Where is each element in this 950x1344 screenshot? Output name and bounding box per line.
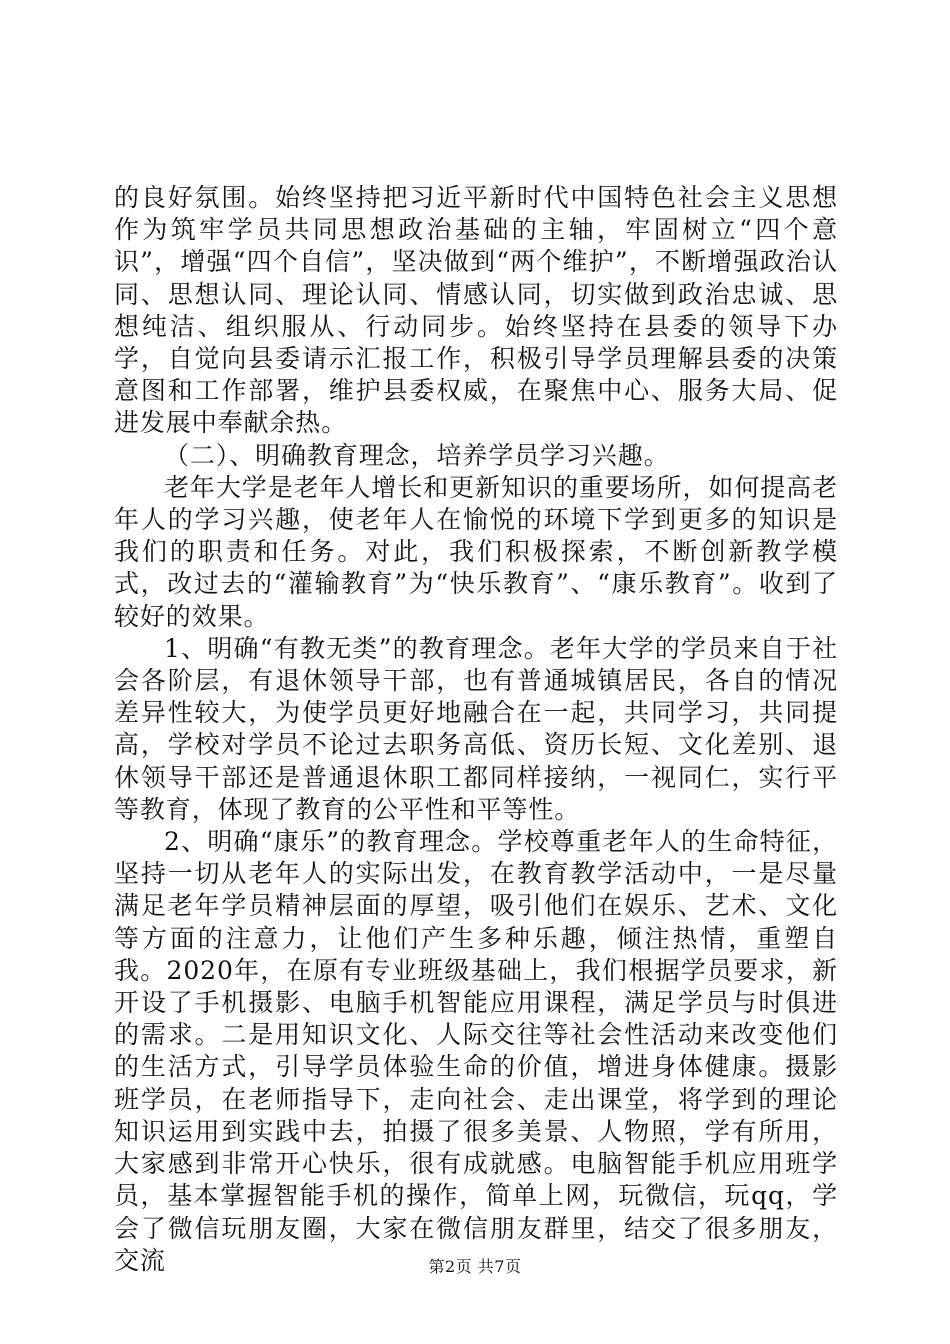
page-number: 第2页 [428, 1257, 473, 1276]
document-body [114, 182, 838, 1277]
section-heading: （二）、明确教育理念，培养学员学习兴趣。 [164, 440, 670, 470]
page-total: 共7页 [477, 1257, 522, 1276]
paragraph-continuation: 的良好氛围。始终坚持把习近平新时代中国特色社会主义思想作为筑牢学员共同思想政治基础的主轴，牢固树立“四个意识”，增强“四个自信”，坚决做到“两个维护”，不断增强政治认同、思想认同、理论认同、情感认同，切实做到政治忠诚、思想纯洁、组织服从、行动同步。始终坚持在县委的领导下办学，自觉向县委请示汇报工作，积极引导学员理解县委的决策意图和工作部署，维护县委权威，在聚焦中心、服务大局、促进发展中奉献余热。 [114, 183, 838, 438]
paragraph: 老年大学是老年人增长和更新知识的重要场所，如何提高老年人的学习兴趣，使老年人在愉悦的环境下学到更多的知识是我们的职责和任务。对此，我们积极探索，不断创新教学模式，改过去的“灌输教育”为“快乐教育”、“康乐教育”。收到了较好的效果。 [114, 472, 838, 631]
page-footer [0, 1254, 950, 1277]
paragraph: 2、明确“康乐”的教育理念。学校尊重老年人的生命特征，坚持一切从老年人的实际出发，在教育教学活动中，一是尽量满足老年学员精神层面的厚望，吸引他们在娱乐、艺术、文化等方面的注意力，让他们产生多种乐趣，倾注热情，重塑自我。2020年，在原有专业班级基础上，我们根据学员要求，新开设了手机摄影、电脑手机智能应用课程，满足学员与时俱进的需求。二是用知识文化、人际交往等社会性活动来改变他们的生活方式，引导学员体验生命的价值，增进身体健康。摄影班学员，在老师指导下，走向社会、走出课堂，将学到的理论知识运用到实践中去，拍摄了很多美景、人物照，学有所用，大家感到非常开心快乐，很有成就感。电脑智能手机应用班学员，基本掌握智能手机的操作，简单上网，玩微信，玩qq，学会了微信玩朋友圈，大家在微信朋友群里，结交了很多朋友，交流 [114, 827, 838, 1275]
paragraph: 1、明确“有教无类”的教育理念。老年大学的学员来自于社会各阶层，有退休领导干部，也有普通城镇居民，各自的情况差异性较大，为使学员更好地融合在一起，共同学习，共同提高，学校对学员不论过去职务高低、资历长短、文化差别、退休领导干部还是普通退休职工都同样接纳，一视同仁，实行平等教育，体现了教育的公平性和平等性。 [114, 633, 838, 824]
